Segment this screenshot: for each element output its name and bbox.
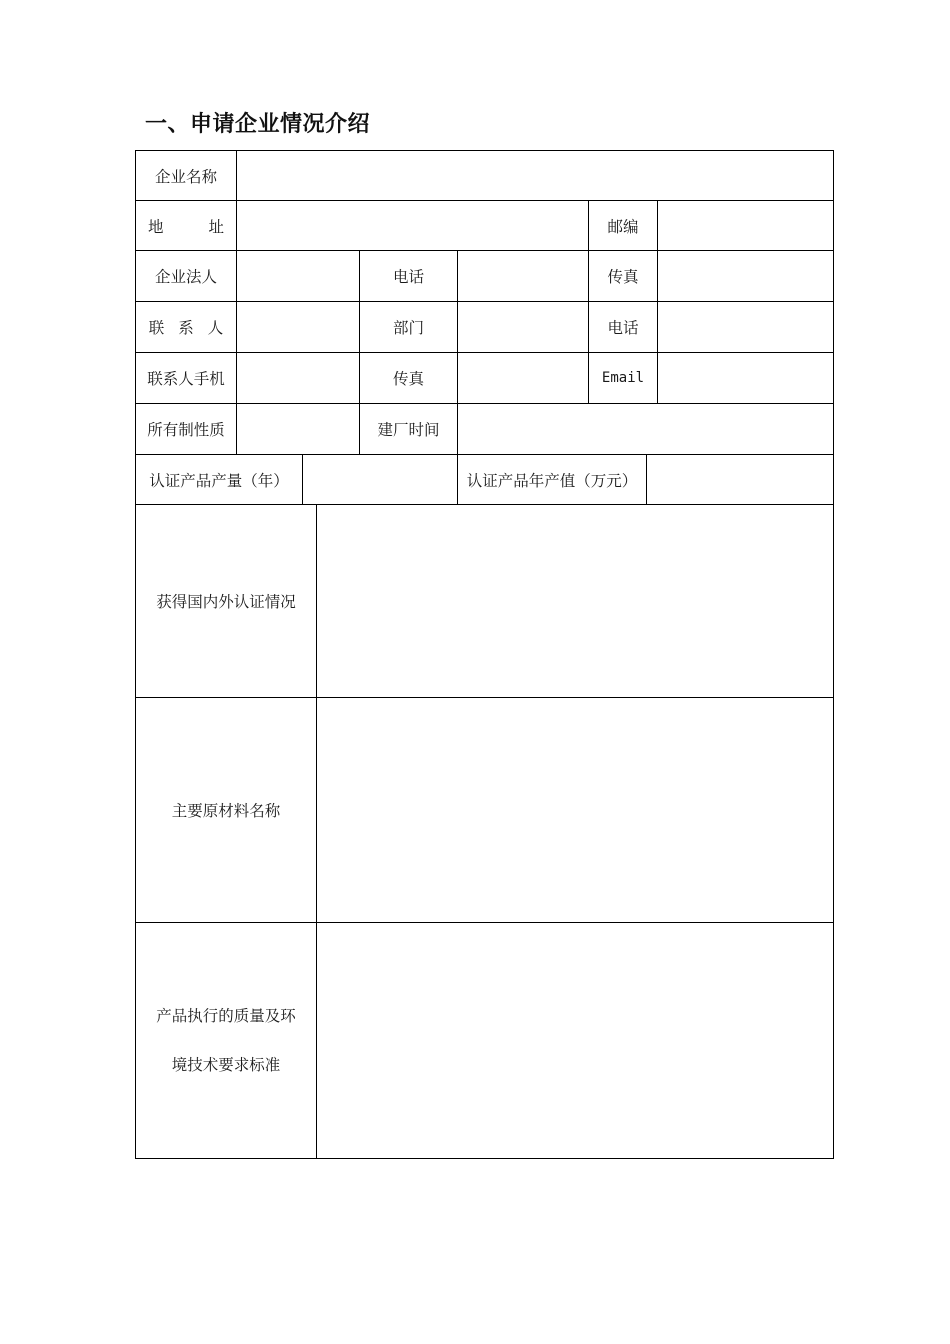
postcode-field[interactable]: [658, 201, 833, 250]
contact-mobile-field[interactable]: [237, 353, 359, 403]
contact-phone-field[interactable]: [658, 302, 833, 352]
table-border-right: [833, 150, 834, 1159]
annual-value-field[interactable]: [647, 455, 833, 504]
raw-materials-field[interactable]: [317, 698, 833, 922]
email-field[interactable]: [658, 353, 833, 403]
label-founded: 建厂时间: [377, 421, 440, 439]
label-postcode: 邮编: [607, 217, 639, 236]
label-ownership: 所有制性质: [147, 421, 225, 439]
company-name-field[interactable]: [237, 151, 833, 200]
label-department: 部门: [392, 319, 424, 337]
contact-fax-field[interactable]: [458, 353, 588, 403]
label-certifications: 获得国内外认证情况: [156, 593, 296, 611]
label-annual-value: 认证产品年产值（万元）: [466, 471, 638, 490]
label-address-char-2: 址: [208, 217, 224, 236]
founded-field[interactable]: [458, 404, 833, 454]
fax-field[interactable]: [658, 251, 833, 301]
label-email: Email: [601, 370, 645, 386]
annual-output-field[interactable]: [303, 455, 457, 504]
label-contact-char-1: 联: [148, 319, 165, 337]
label-annual-output: 认证产品产量（年）: [149, 471, 289, 490]
department-field[interactable]: [458, 302, 588, 352]
phone-field[interactable]: [458, 251, 588, 301]
label-standards: [136, 923, 316, 1158]
section-title: 一、申请企业情况介绍: [145, 112, 371, 137]
label-standards-line-1: 产品执行的质量及环: [156, 1006, 296, 1025]
label-phone: 电话: [392, 268, 424, 286]
ownership-field[interactable]: [237, 404, 359, 454]
label-contact-fax: 传真: [392, 370, 424, 388]
standards-field[interactable]: [317, 923, 833, 1158]
label-contact-char-2: 系: [178, 319, 194, 337]
label-legal-rep: 企业法人: [154, 268, 217, 286]
label-company-name: 企业名称: [154, 167, 217, 186]
label-contact-phone: 电话: [607, 319, 639, 337]
label-address: [136, 201, 236, 250]
label-contact-char-3: 人: [207, 319, 224, 337]
label-address-char-1: 地: [148, 217, 164, 236]
address-field[interactable]: [237, 201, 588, 250]
contact-field[interactable]: [237, 302, 359, 352]
label-raw-materials: 主要原材料名称: [171, 802, 281, 820]
table-border-bottom: [135, 1158, 834, 1159]
legal-rep-field[interactable]: [237, 251, 359, 301]
certifications-field[interactable]: [317, 505, 833, 697]
label-contact-mobile: 联系人手机: [147, 370, 225, 388]
label-fax: 传真: [607, 268, 639, 286]
label-standards-line-2: 境技术要求标准: [171, 1055, 281, 1074]
label-contact: [136, 302, 236, 352]
